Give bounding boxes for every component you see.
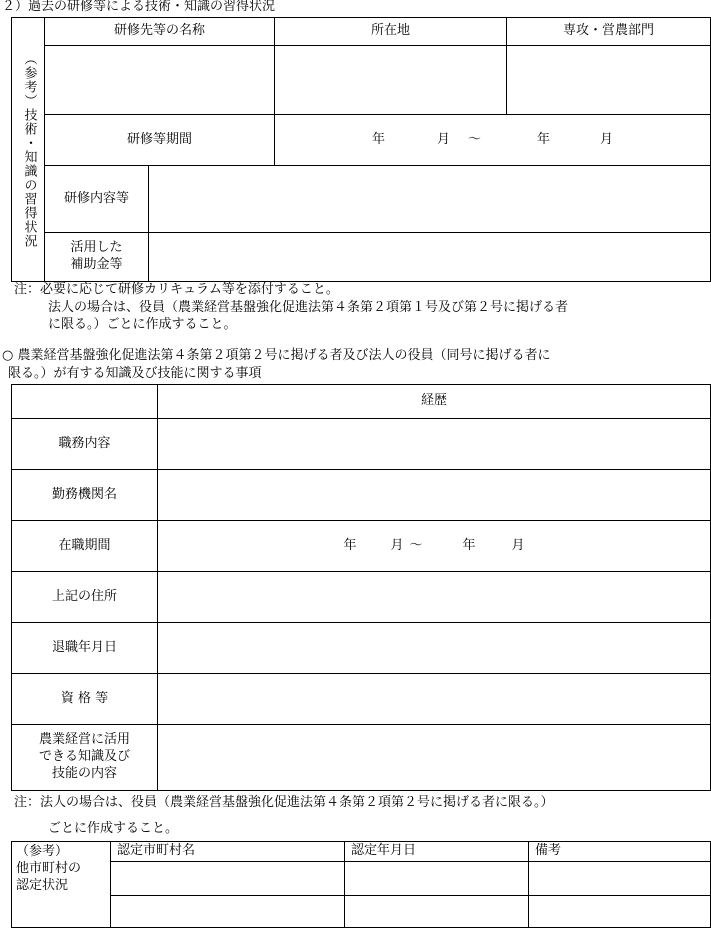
col-municipality: 認定市町村名 — [111, 842, 345, 862]
municipality-field-2[interactable] — [111, 896, 345, 928]
certification-table — [11, 841, 711, 928]
knowledge-field[interactable] — [158, 725, 711, 791]
col-location: 所在地 — [275, 18, 507, 46]
duties-field[interactable] — [158, 419, 711, 470]
col-training-name: 研修先等の名称 — [45, 18, 275, 46]
tenure-label: 在職期間 — [12, 521, 158, 572]
col-career: 経歴 — [158, 385, 711, 419]
address-field[interactable] — [158, 572, 711, 623]
period-value[interactable]: 年 月 ～ 年 月 — [275, 115, 711, 166]
knowledge-label: 農業経営に活用 できる知識及び 技能の内容 — [12, 725, 158, 791]
section2-heading-2: 限る。）が有する知識及び技能に関する事項 — [8, 366, 262, 381]
remarks-field-2[interactable] — [529, 896, 711, 928]
section1-note-1: 注：必要に応じて研修カリキュラム等を添付すること。 — [14, 282, 339, 297]
subsidy-field[interactable] — [149, 233, 711, 282]
remarks-field-1[interactable] — [529, 862, 711, 896]
content-field[interactable] — [149, 166, 711, 233]
training-table — [11, 17, 711, 282]
career-corner-cell — [12, 385, 158, 419]
section1-note-2: 法人の場合は、役員（農業経営基盤強化促進法第４条第２項第１号及び第２号に掲げる者 — [48, 300, 569, 315]
retirement-label: 退職年月日 — [12, 623, 158, 674]
training-side-label: （参考）技術・知識の習得状況 — [12, 18, 45, 282]
section2-note-2: ごとに作成すること。 — [48, 821, 179, 836]
cert-date-field-1[interactable] — [345, 862, 529, 896]
address-label: 上記の住所 — [12, 572, 158, 623]
section2-heading-1: ○ 農業経営基盤強化促進法第４条第２項第２号に掲げる者及び法人の役員（同号に掲げる者に — [2, 348, 551, 363]
cert-date-field-2[interactable] — [345, 896, 529, 928]
employer-label: 勤務機関名 — [12, 470, 158, 521]
training-name-field[interactable] — [45, 46, 275, 115]
tenure-value[interactable]: 年 月 ～ 年 月 — [158, 521, 711, 572]
retirement-field[interactable] — [158, 623, 711, 674]
career-table — [11, 384, 711, 791]
content-label: 研修内容等 — [45, 166, 149, 233]
qualification-field[interactable] — [158, 674, 711, 725]
employer-field[interactable] — [158, 470, 711, 521]
location-field[interactable] — [275, 46, 507, 115]
section1-note-3: に限る。）ごとに作成すること。 — [48, 317, 237, 332]
section1-heading: ２）過去の研修等による技術・知識の習得状況 — [2, 0, 276, 14]
qualification-label: 資 格 等 — [12, 674, 158, 725]
duties-label: 職務内容 — [12, 419, 158, 470]
section2-note-1: 注：法人の場合は、役員（農業経営基盤強化促進法第４条第２項第２号に掲げる者に限る。） — [14, 795, 554, 810]
col-cert-date: 認定年月日 — [345, 842, 529, 862]
period-label: 研修等期間 — [45, 115, 275, 166]
municipality-field-1[interactable] — [111, 862, 345, 896]
col-remarks: 備考 — [529, 842, 711, 862]
col-major: 専攻・営農部門 — [507, 18, 711, 46]
certification-label: （参考） 他市町村の 認定状況 — [12, 842, 111, 928]
subsidy-label: 活用した 補助金等 — [45, 233, 149, 282]
major-field[interactable] — [507, 46, 711, 115]
